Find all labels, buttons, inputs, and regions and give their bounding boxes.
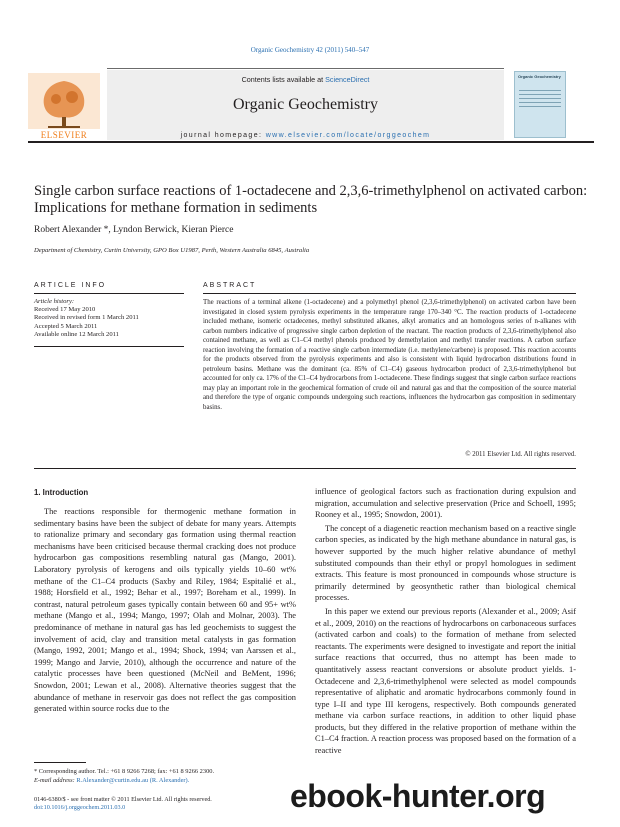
- abstract-rule: [203, 293, 576, 294]
- body-paragraph: In this paper we extend our previous reports (Alexander et al., 2009; Asif et al., 2009, 2010) on the reactions of hydrocarbons on carbonaceous surfaces (activated carbon and coals) to the formation of methane from selected reactants. The experiments were designed to investigate and report the initial surface reactions that occurred, thus no attempt has been made to quantitatively assess reactant conversions or absolute product yields. 1-Octadecene and 2,3,6-trimethylphenol were selected as model compounds representative of aliphatic and aromatic hydrocarbons commonly found in type I–II and type III kerogens, respectively. Both compounds generated methane via carbon surface reactions, in addition to other liquid phase products, but they differed in the relative proportion of methane within the C1–C4 fraction. A reaction process was proposed based on the formation of a reactive: [315, 606, 576, 756]
- abstract-paragraph: The reactions of a terminal alkene (1-octadecene) and a polymethyl phenol (2,3,6-trimethylphenol) on activated carbon have been investigated in closed system pyrolysis experiments in the temperature range 170–340 °C. The reaction products of 1-octadecene included methane, isomeric octadecenes, methyl substituted alkanes, alkyl aromatics and an homologous series of n-alkanes with carbon numbers indicative of progressive single carbon depletion of the reactant. The reaction products of 2,3,6-trimethylphenol also contained methane, as well as C1–C4 methyl phenols produced by demethylation and methyl transfer reactions. A carbon surface reaction involving the formation of a reactive single carbon intermediate (i.e. methylene/carbene) is proposed. This reaction accounts for the products observed from the pyrolysis experiments and also is consistent with liquid hydrocarbon distributions found in petroleum basins. Methane was the dominant (ca. 85% of C1–C4) gaseous hydrocarbon product of 2,3,6-trimethylphenol but accounted for only ca. 17% of the C1–C4 hydrocarbons from 1-octadecene. These findings suggest that single carbon surface reactions may play an important role in the geochemical formation of crude oil and natural gas and that the composition of the source material and therefore the type of organic compounds undergoing such reactions, influences the hydrocarbon gas composition in sedimentary basins.: [203, 299, 576, 411]
- article-history: [34, 298, 184, 339]
- abstract-heading: ABSTRACT: [203, 282, 257, 289]
- body-left-column: [34, 506, 296, 715]
- cover-line: [519, 102, 561, 103]
- abstract-copyright: © 2011 Elsevier Ltd. All rights reserved.: [465, 451, 576, 458]
- cover-title: Organic Geochemistry: [518, 74, 561, 79]
- homepage-link[interactable]: www.elsevier.com/locate/orggeochem: [265, 132, 431, 139]
- body-paragraph: The reactions responsible for thermogenic methane formation in sedimentary basins have been the subject of debate for many years. Attempts to rationalize primary and secondary gas formation using thermal reaction mechanisms have been criticised because thermal cracking does not produce hydrocarbon gas compositions resembling natural gas (Mango, 2001). Laboratory pyrolysis of kerogens and oils typically yields 10–60 wt% methane of the C1–C4 products (Saxby and Riley, 1984; Espitalié et al., 1988; Horsfield et al., 1992; Behar et al., 1997; Boreham et al., 1999). In contrast, natural petroleum gases typically contain between 60 and 95+ wt% methane (Mango et al., 1994; Mango, 1997; Olah and Molnar, 2003). The predominance of methane in natural gas has led geochemists to suggest the involvement of acid, clay and transition metal catalysts in gas formation (Mango, 1992, 2001; Mango et al., 1994; Shock, 1994; van Aarssen et al., 1999; Mango and Jarvie, 2010), although the occurrence and nature of the catalytic processes have been questioned (McNeil and BeMent, 1996; Snowdon, 2001; Lewan et al., 2008). Alternative theories suggest that the abundance of methane in reservoir gas does not reflect the gas composition generated within source rocks due to the: [34, 507, 296, 714]
- cover-line: [519, 106, 561, 107]
- cover-line: [519, 90, 561, 91]
- journal-name: Organic Geochemistry: [233, 96, 378, 113]
- homepage-prefix: journal homepage:: [180, 132, 266, 139]
- sciencedirect-link[interactable]: ScienceDirect: [325, 75, 370, 84]
- corresponding-author: * Corresponding author. Tel.: +61 8 9266 7268; fax: +61 8 9266 2300.: [34, 768, 215, 775]
- abstract-bottom-rule: [34, 468, 576, 469]
- journal-homepage: [107, 132, 504, 139]
- issn-line: 0146-6380/$ - see front matter © 2011 Elsevier Ltd. All rights reserved.: [34, 796, 212, 803]
- article-info-rule: [34, 293, 184, 294]
- history-received: Received 17 May 2010: [34, 306, 96, 314]
- history-revised: Received in revised form 1 March 2011: [34, 314, 139, 322]
- header-top-rule: [107, 68, 504, 69]
- cover-line: [519, 94, 561, 95]
- section-heading-introduction: 1. Introduction: [34, 488, 89, 497]
- publisher-name: ELSEVIER: [40, 130, 88, 140]
- article-authors: Robert Alexander *, Lyndon Berwick, Kieran Pierce: [34, 225, 234, 235]
- footnote: [34, 768, 296, 785]
- doi-link[interactable]: doi:10.1016/j.orggeochem.2011.03.0: [34, 804, 126, 812]
- abstract-text: [203, 298, 576, 412]
- body-paragraph: influence of geological factors such as fractionation during expulsion and migration, accumulation and selective preservation (Price and Schoell, 1995; Rooney et al., 1995; Snowdon, 2001).: [315, 487, 576, 520]
- history-online: Available online 12 March 2011: [34, 330, 119, 338]
- cover-line: [519, 98, 561, 99]
- body-paragraph: The concept of a diagenetic reaction mechanism based on a reactive single carbon species, as indicated by the high methane abundance in natural gas, is however supported by the much higher relative abundance of methyl substituted compounds than their ethyl or propyl homologues in sediment extracts. This feature is most pronounced in compounds whose structure is primarily determined by geosynthetic rather than biological chemical processes.: [315, 523, 576, 603]
- header-bottom-rule: [28, 141, 594, 143]
- front-matter: [34, 796, 296, 813]
- history-label: Article history:: [34, 298, 75, 305]
- journal-citation[interactable]: Organic Geochemistry 42 (2011) 540–547: [250, 46, 370, 54]
- contents-prefix: Contents lists available at: [241, 75, 326, 84]
- email-label: E-mail address:: [34, 776, 77, 784]
- watermark-text: ebook-hunter.org: [290, 778, 546, 814]
- history-accepted: Accepted 5 March 2011: [34, 322, 98, 330]
- email-link[interactable]: R.Alexander@curtin.edu.au (R. Alexander).: [76, 776, 190, 784]
- body-right-column: [315, 486, 576, 757]
- contents-line: [107, 75, 504, 84]
- article-title: Single carbon surface reactions of 1-octadecene and 2,3,6-trimethylphenol on activated carbon: Implications for methane formation in sediments: [34, 183, 588, 216]
- article-info-bottom-rule: [34, 346, 184, 347]
- footnote-rule: [34, 762, 86, 763]
- author-affiliation: Department of Chemistry, Curtin University, GPO Box U1987, Perth, Western Australia 6845, Australia: [34, 247, 310, 254]
- article-info-heading: ARTICLE INFO: [34, 282, 107, 289]
- journal-cover-thumbnail[interactable]: [514, 71, 566, 138]
